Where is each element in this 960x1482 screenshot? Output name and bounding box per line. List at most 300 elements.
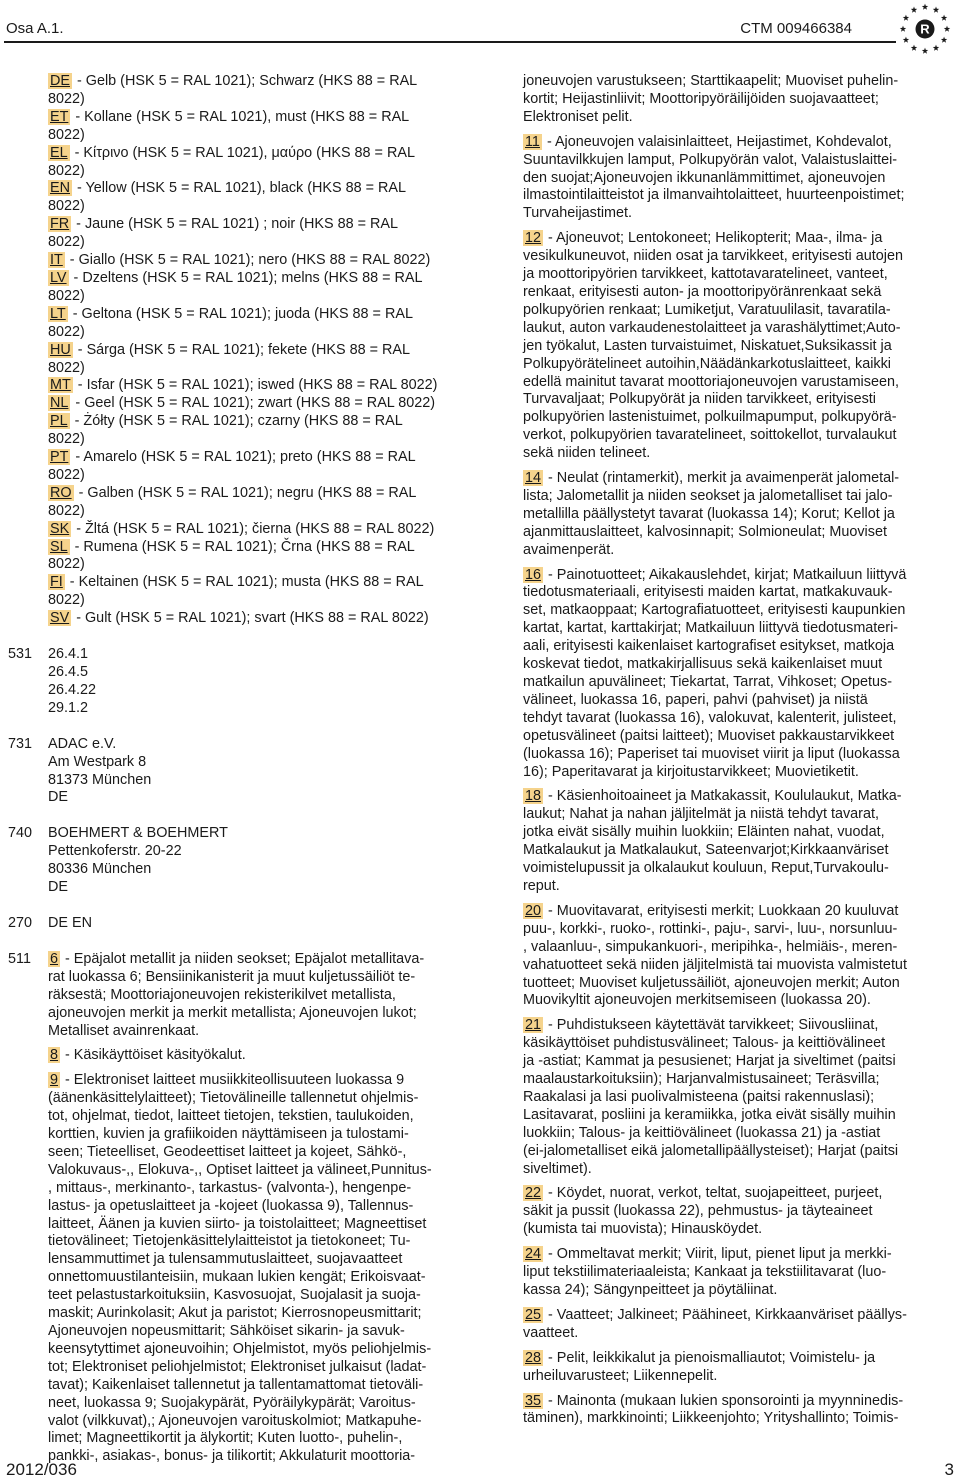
left-column: [0, 73, 445, 1466]
text-line: [523, 374, 913, 392]
line-text: 8022): [48, 234, 85, 251]
line-text: - Sárga (HSK 5 = RAL 1021); fekete (HKS 88 = RAL: [73, 341, 411, 358]
text-line: [48, 1047, 445, 1065]
text-line: [48, 1251, 445, 1269]
block-gap: [0, 807, 445, 825]
text-line: [48, 592, 445, 610]
text-line: [523, 710, 913, 728]
code-tag: FR: [50, 216, 70, 233]
logo-star: [944, 26, 950, 32]
text-line: [48, 1395, 445, 1413]
text-line: [48, 485, 445, 503]
line-text: lensammuttimet ja tulensammutuslaitteet, suojavaatteet: [48, 1251, 403, 1268]
text-line: [523, 134, 913, 152]
block-gap: [0, 718, 445, 736]
text-line: [48, 1305, 445, 1323]
text-line: [48, 1216, 445, 1234]
header-ctm-number: CTM 009466384: [740, 20, 852, 37]
inid-code: 731: [8, 735, 33, 752]
line-text: koskevat tiedot, matkakirjallisuus sekä kaikenlaiset muut: [523, 656, 883, 673]
line-text: 8022): [48, 126, 85, 143]
text-line: [48, 754, 445, 772]
line-text: verkot, polkupyörien tavaratelineet, soittokellot, turvalaukut: [523, 427, 897, 444]
code-tag: 20: [525, 902, 542, 919]
text-line: [48, 1005, 445, 1023]
code-tag: 35: [525, 1392, 542, 1409]
line-text: 26.4.22: [48, 681, 97, 698]
paragraph-gap: [48, 1065, 445, 1072]
text-line: [523, 1161, 913, 1179]
inid-block-731: [0, 736, 445, 808]
text-line: [523, 266, 913, 284]
line-text: matkailun apuvälineet; Tiekartat, Tarrat, Vihkoset; Opetus-: [523, 674, 893, 690]
code-tag: FI: [50, 574, 63, 591]
logo-star: [903, 37, 909, 43]
code-tag: 21: [525, 1017, 542, 1034]
text-line: [523, 1325, 913, 1343]
text-line: [523, 409, 913, 427]
text-line: [523, 1053, 913, 1071]
line-text: korttien, kuvien ja grafiikoiden näyttämiseen ja tulostami-: [48, 1126, 409, 1143]
line-text: , valaanluu-, simpukankuori-, meripihka-, helmiäis-, meren-: [523, 938, 898, 955]
line-text: - Geel (HSK 5 = RAL 1021); zwart (HKS 88 = RAL 8022): [71, 395, 436, 412]
text-line: [48, 1144, 445, 1162]
line-text: - Žltá (HSK 5 = RAL 1021); čierna (HKS 88 = RAL 8022): [72, 520, 435, 537]
line-text: BOEHMERT & BOEHMERT: [48, 825, 228, 842]
text-line: [523, 248, 913, 266]
text-line: [48, 1359, 445, 1377]
text-line: [523, 1410, 913, 1428]
code-tag: 18: [525, 788, 542, 805]
text-line: [48, 1162, 445, 1180]
line-text: - Vaatteet; Jalkineet; Päähineet, Kirkkaanväriset päällys-: [544, 1306, 907, 1323]
text-line: [48, 145, 445, 163]
line-text: Turvavaljaat; Polkupyörät ja niiden tarvikkeet, erityisesti: [523, 391, 876, 408]
text-line: [523, 338, 913, 356]
text-line: [523, 957, 913, 975]
line-text: - Geltona (HSK 5 = RAL 1021); juoda (HKS 88 = RAL: [68, 305, 413, 322]
text-line: [523, 1393, 913, 1411]
text-line: [48, 467, 445, 485]
text-line: [523, 109, 913, 127]
code-tag: 16: [525, 566, 542, 583]
line-text: - Rumena (HSK 5 = RAL 1021); Črna (HKS 88 = RAL: [70, 538, 415, 555]
line-text: - Neulat (rintamerkit), merkit ja avaimenperät jalometal-: [544, 470, 900, 487]
line-text: - Käsikäyttöiset käsityökalut.: [61, 1047, 246, 1064]
text-line: [48, 252, 445, 270]
code-tag: 11: [525, 133, 540, 150]
header-rule: [4, 41, 896, 43]
code-tag: LV: [50, 269, 67, 286]
line-text: - Mainonta (mukaan lukien sponsorointi ja myynninedis-: [544, 1392, 904, 1409]
text-line: [48, 288, 445, 306]
line-text: - Dzeltens (HSK 5 = RAL 1021); melns (HKS 88 = RAL: [69, 269, 423, 286]
colours-block: [0, 73, 445, 628]
code-tag: 12: [525, 230, 542, 247]
header-section-label: Osa A.1.: [6, 20, 64, 37]
text-line: [523, 878, 913, 896]
text-line: [48, 127, 445, 145]
text-line: [523, 506, 913, 524]
inid-blocks: [0, 628, 445, 1466]
code-tag: EN: [50, 180, 70, 197]
line-text: tiedotusmateriaali, erityisesti maiden kartat, matkakuvauk-: [523, 584, 893, 601]
code-tag: 24: [525, 1246, 542, 1263]
text-line: [523, 230, 913, 248]
line-text: - Köydet, nuorat, verkot, teltat, suojapeitteet, purjeet,: [544, 1185, 883, 1202]
line-text: - Puhdistukseen käytettävät tarvikkeet; Siivousliinat,: [544, 1017, 879, 1034]
text-line: [523, 1203, 913, 1221]
text-line: [48, 915, 445, 933]
line-text: sekä niiden telineet.: [523, 445, 651, 462]
text-line: [48, 556, 445, 574]
line-text: - Jaune (HSK 5 = RAL 1021) ; noir (HKS 88 = RAL: [72, 216, 399, 233]
svg-text:R: R: [920, 21, 930, 37]
text-line: [523, 842, 913, 860]
line-text: kassa 24); Sängynpeitteet ja pöytäliinat.: [523, 1282, 778, 1298]
text-line: [523, 205, 913, 223]
line-text: vesikulkuneuvot, niiden osat ja tarvikkeet, erityisesti autojen: [523, 248, 903, 265]
text-line: [48, 772, 445, 790]
line-text: ja -astiat; Kammat ja pesusienet; Harjat ja siveltimet (paitsi: [523, 1053, 896, 1070]
line-text: DE: [48, 789, 68, 806]
line-text: - Käsienhoitoaineet ja Matkakassit, Koululaukut, Matka-: [544, 788, 902, 805]
text-line: [523, 1143, 913, 1161]
line-text: - Kollane (HSK 5 = RAL 1021), must (HKS 88 = RAL: [71, 108, 410, 125]
line-text: Turvaheijastimet.: [523, 205, 633, 222]
line-text: - Muovitavarat, erityisesti merkit; Luokkaan 20 kuuluvat: [544, 902, 899, 919]
line-text: renkaat, erityisesti auton- ja moottoripyöränrenkaat sekä: [523, 283, 882, 300]
text-line: [48, 449, 445, 467]
text-line: [523, 992, 913, 1010]
line-text: 8022): [48, 90, 85, 107]
line-text: - Galben (HSK 5 = RAL 1021); negru (HKS 88 = RAL: [74, 484, 417, 501]
code-tag: MT: [50, 377, 71, 394]
code-tag: NL: [50, 395, 69, 412]
line-text: tehdyt tavarat (luokassa 16), valokuvat, kalenterit, julisteet,: [523, 709, 897, 726]
colour-claims: [48, 73, 445, 628]
line-text: - Amarelo (HSK 5 = RAL 1021); preto (HKS 88 = RAL: [71, 449, 416, 466]
text-line: [523, 1185, 913, 1203]
text-line: [523, 656, 913, 674]
text-line: [523, 470, 913, 488]
line-text: Elektroniset pelit.: [523, 108, 633, 125]
line-text: 29.1.2: [48, 699, 89, 716]
text-line: [523, 939, 913, 957]
text-line: [523, 320, 913, 338]
text-line: [48, 216, 445, 234]
text-line: [48, 682, 445, 700]
text-line: [523, 445, 913, 463]
line-text: - Isfar (HSK 5 = RAL 1021); iswed (HKS 88 = RAL 8022): [73, 377, 438, 394]
paragraph-gap: [523, 1343, 913, 1350]
text-line: [523, 903, 913, 921]
text-line: [523, 1307, 913, 1325]
line-text: 26.4.1: [48, 646, 89, 663]
line-text: - Ajoneuvojen valaisinlaitteet, Heijastimet, Kohdevalot,: [542, 133, 892, 150]
text-line: [523, 427, 913, 445]
line-text: 26.4.5: [48, 664, 89, 680]
text-line: [523, 73, 913, 91]
text-line: [523, 975, 913, 993]
line-text: avaimenperät.: [523, 541, 615, 558]
line-text: Valokuvaus-,, Elokuva-,, Optiset laitteet ja välineet,Punnitus-: [48, 1161, 432, 1178]
text-line: [48, 1413, 445, 1431]
text-line: [523, 764, 913, 782]
text-line: [48, 879, 445, 897]
line-text: DE EN: [48, 914, 92, 931]
line-text: vaatteet.: [523, 1324, 579, 1341]
text-line: [523, 746, 913, 764]
logo-star: [903, 15, 909, 21]
line-text: puu-, korkki-, ruoko-, rottinki-, paju-, sarvi-, luu-, norsunluu-: [523, 920, 898, 937]
line-text: laitteet, Äänen ja kuvien siirto- ja toistolaitteet; Magneettiset: [48, 1215, 427, 1232]
footer-page-number: 3: [944, 1460, 954, 1479]
line-text: - Pelit, leikkikalut ja pienoismalliautot; Voimistelu- ja: [544, 1349, 876, 1366]
paragraph-gap: [523, 1386, 913, 1393]
code-tag: IT: [50, 252, 63, 269]
code-tag: 8: [50, 1047, 59, 1064]
paragraph-gap: [523, 1010, 913, 1017]
line-text: lista; Jalometallit ja niiden seokset ja jalometalliset tai jalo-: [523, 487, 893, 504]
code-tag: 14: [525, 470, 542, 487]
logo-star: [911, 45, 917, 51]
text-line: [523, 620, 913, 638]
line-text: neet, luokassa 9; Suojakypärät, Pyöräilykypärät; Varoitus-: [48, 1394, 416, 1411]
line-text: onnettomuustilanteisiin, mukaan lukien kengät; Erikoisvaat-: [48, 1269, 426, 1286]
text-line: [523, 638, 913, 656]
text-line: [523, 284, 913, 302]
line-text: (kumista tai muovista); Hinausköydet.: [523, 1221, 763, 1238]
text-line: [48, 395, 445, 413]
line-text: seen; Tieteelliset, Geodeettiset laitteet ja kojeet, Sähkö-,: [48, 1143, 407, 1160]
line-text: täminen), markkinointi; Liikkeenjohto; Yrityshallinto; Toimis-: [523, 1410, 899, 1427]
line-text: rat luokassa 6; Bensiinikanisterit ja muut kuljetussäiliöt te-: [48, 968, 416, 985]
line-text: Polkupyörätelineet autoihin,Näädänkarkotuslaitteet, kaikki: [523, 355, 891, 372]
inid-content: [48, 915, 445, 933]
footer-bulletin-issue: 2012/036: [6, 1460, 77, 1479]
line-text: käsikäyttöiset puhdistusvälineet; Talous- ja keittiövälineet: [523, 1035, 886, 1052]
text-line: [48, 1323, 445, 1341]
line-text: 8022): [48, 359, 85, 376]
line-text: siveltimet).: [523, 1160, 592, 1177]
line-text: ja moottoripyörien tarvikkeet, kattotavaratelineet, vanteet,: [523, 266, 888, 283]
paragraph-gap: [48, 1040, 445, 1047]
line-text: Pettenkoferstr. 20-22: [48, 843, 182, 860]
code-tag: 6: [50, 950, 59, 967]
text-line: [523, 584, 913, 602]
line-text: tuotteet; Muoviset kuljetussäiliöt, ajoneuvojen merkit; Auton: [523, 974, 900, 991]
line-text: keensytyttimet ajoneuvoihin; Ohjelmistot, myös peliohjelmis-: [48, 1340, 432, 1357]
text-line: [48, 1023, 445, 1041]
line-text: 80336 München: [48, 861, 152, 878]
line-text: - Painotuotteet; Aikakauslehdet, kirjat; Matkailuun liittyvä: [544, 566, 907, 583]
line-text: 8022): [48, 162, 85, 179]
goods-services-continued: [523, 73, 913, 1428]
text-line: [523, 602, 913, 620]
code-tag: SL: [50, 538, 68, 555]
text-line: [523, 1107, 913, 1125]
logo-star: [922, 48, 928, 54]
line-text: jen työkalut, Lasten turvaistuimet, Niskatuet,Suksikassit ja: [523, 337, 892, 354]
line-text: ajanmittauslaitteet, kalvosinnapit; Solmioneulat; Muoviset: [523, 523, 887, 540]
line-text: 8022): [48, 556, 85, 573]
text-line: [48, 234, 445, 252]
text-line: [523, 356, 913, 374]
line-text: jotka eivät sisälly muihin luokkiin; Eläinten nahat, vuodat,: [523, 824, 885, 841]
line-text: 8022): [48, 502, 85, 519]
paragraph-gap: [523, 223, 913, 230]
text-line: [523, 788, 913, 806]
text-line: [48, 1090, 445, 1108]
line-text: 8022): [48, 287, 85, 304]
text-line: [48, 825, 445, 843]
text-line: [48, 951, 445, 969]
line-text: den suojat;Ajoneuvojen ikkunanlämmittimet, ajoneuvojen: [523, 169, 886, 186]
paragraph-gap: [523, 127, 913, 134]
text-line: [48, 377, 445, 395]
inid-code: 270: [8, 914, 33, 931]
line-text: ajoneuvojen merkit ja merkit metallista; Ajoneuvojen lukot;: [48, 1004, 417, 1021]
line-text: Muovikyltit ajoneuvojen merkitsemiseen (luokassa 20).: [523, 992, 871, 1009]
block-gap: [0, 933, 445, 951]
line-text: polkupyörien lastenistuimet, polkuilmapumput, polkupyörä-: [523, 409, 897, 426]
line-text: opetusvälineet (paitsi laitteet); Muoviset pakkaustarvikkeet: [523, 727, 895, 744]
text-line: [48, 1377, 445, 1395]
text-line: [523, 1089, 913, 1107]
line-text: 8022): [48, 198, 85, 215]
text-line: [48, 1341, 445, 1359]
line-text: - Ommeltavat merkit; Viirit, liput, pienet liput ja merkki-: [544, 1246, 892, 1263]
text-line: [523, 860, 913, 878]
line-text: - Żółty (HSK 5 = RAL 1021); czarny (HKS 88 = RAL: [70, 413, 403, 430]
line-text: tietovälineet; Tietojenkäsittelylaitteistot ja tietokoneet; Tu-: [48, 1233, 411, 1250]
text-line: [48, 270, 445, 288]
inid-code: 511: [8, 950, 31, 967]
paragraph-gap: [523, 560, 913, 567]
line-text: polkupyörien renkaat; Lumiketjut, Varatuulilasit, tavaratila-: [523, 301, 891, 318]
text-line: [48, 306, 445, 324]
text-line: [523, 1368, 913, 1386]
logo-star: [941, 15, 947, 21]
text-line: [48, 664, 445, 682]
text-line: [48, 1180, 445, 1198]
paragraph-gap: [523, 896, 913, 903]
code-tag: 25: [525, 1306, 542, 1323]
code-tag: 9: [50, 1072, 59, 1089]
text-line: [523, 187, 913, 205]
line-text: edellä mainitut tavarat moottoriajoneuvojen varustamiseen,: [523, 373, 899, 390]
line-text: reput.: [523, 877, 560, 894]
inid-block-511: [0, 951, 445, 1466]
line-text: DE: [48, 879, 68, 896]
text-line: [48, 843, 445, 861]
code-tag: PT: [50, 449, 69, 466]
code-tag: 28: [525, 1349, 542, 1366]
line-text: (äänenkäsittelylaitteet); Tietovälineille tallennetut ohjelmis-: [48, 1090, 419, 1107]
text-line: [523, 91, 913, 109]
text-line: [48, 360, 445, 378]
line-text: valot (vilkkuvat),; Ajoneuvojen varoituskolmiot; Matkapuhe-: [48, 1412, 422, 1429]
text-line: [48, 324, 445, 342]
inid-block-270: [0, 915, 445, 933]
text-line: [48, 503, 445, 521]
line-text: - Keltainen (HSK 5 = RAL 1021); musta (HKS 88 = RAL: [65, 574, 424, 591]
line-text: - Ajoneuvot; Lentokoneet; Helikopterit; Maa-, ilma- ja: [544, 230, 883, 247]
text-line: [48, 109, 445, 127]
line-text: tot; Elektroniset peliohjelmistot; Elektroniset julkaisut (ladat-: [48, 1358, 427, 1375]
text-line: [48, 198, 445, 216]
code-tag: DE: [50, 73, 70, 89]
line-text: (ei-jalometalliset eikä jalometallipäällysteiset); Harjat (paitsi: [523, 1142, 899, 1159]
text-line: [48, 431, 445, 449]
text-line: [48, 1269, 445, 1287]
text-line: [523, 824, 913, 842]
logo-star: [933, 7, 939, 13]
text-line: [48, 1126, 445, 1144]
inid-code: 531: [8, 646, 33, 663]
line-text: luokkiin; Talous- ja keittiövälineet (luokassa 21) ja -astiat: [523, 1124, 881, 1141]
line-text: urheiluvarusteet; Liikennepelit.: [523, 1367, 718, 1384]
text-line: [523, 302, 913, 320]
line-text: - Epäjalot metallit ja niiden seokset; Epäjalot metallitava-: [61, 950, 425, 967]
inid-code: 740: [8, 825, 33, 842]
text-line: [48, 1072, 445, 1090]
paragraph-gap: [523, 781, 913, 788]
code-tag: PL: [50, 413, 68, 430]
line-text: 16); Paperitavarat ja kirjoitustarvikkeet; Muovietiketit.: [523, 763, 859, 780]
text-line: [48, 574, 445, 592]
text-line: [48, 163, 445, 181]
line-text: maskit; Aurinkolasit; Akut ja paristot; Kierrosnopeusmittarit;: [48, 1305, 422, 1322]
text-line: [523, 806, 913, 824]
inid-content: [48, 736, 445, 808]
text-line: [48, 539, 445, 557]
ohim-stars-logo-icon: [896, 2, 954, 60]
text-line: [523, 524, 913, 542]
paragraph-gap: [523, 1300, 913, 1307]
line-text: 8022): [48, 431, 85, 448]
text-line: [48, 987, 445, 1005]
line-text: räksestä; Moottoriajoneuvojen rekisterikilvet metallista,: [48, 986, 396, 1003]
text-line: [523, 567, 913, 585]
logo-star: [911, 7, 917, 13]
line-text: Metalliset avainrenkaat.: [48, 1022, 200, 1039]
line-text: joneuvojen varustukseen; Starttikaapelit; Muoviset puhelin-: [523, 73, 899, 89]
line-text: Lasitavarat, posliini ja keramiikka, jotka eivät sisälly muihin: [523, 1106, 896, 1123]
text-line: [48, 789, 445, 807]
text-line: [48, 1287, 445, 1305]
paragraph-gap: [523, 1178, 913, 1185]
line-text: - Gelb (HSK 5 = RAL 1021); Schwarz (HKS 88 = RAL: [73, 73, 418, 89]
text-line: [48, 180, 445, 198]
text-line: [523, 1017, 913, 1035]
line-text: teet pelastustarkoituksiin, Kasvosuojat, Suojalasit ja suoja-: [48, 1287, 421, 1304]
code-tag: LT: [50, 305, 66, 322]
text-line: [523, 1264, 913, 1282]
paragraph-gap: [523, 1239, 913, 1246]
line-text: säkit ja pussit (luokassa 22), pehmustus- ja täyteaineet: [523, 1203, 873, 1220]
text-line: [523, 488, 913, 506]
text-line: [48, 1430, 445, 1448]
text-line: [48, 1448, 445, 1466]
text-line: [523, 1246, 913, 1264]
paragraph-gap: [523, 463, 913, 470]
block-gap: [0, 628, 445, 646]
inid-content: [48, 825, 445, 897]
line-text: tavat); Kaikenlaiset tallennetut ja tallentamattomat tietoväli-: [48, 1376, 424, 1393]
line-text: vahatuotteet sekä niiden jäljitelmistä tai muovista valmistetut: [523, 956, 907, 973]
